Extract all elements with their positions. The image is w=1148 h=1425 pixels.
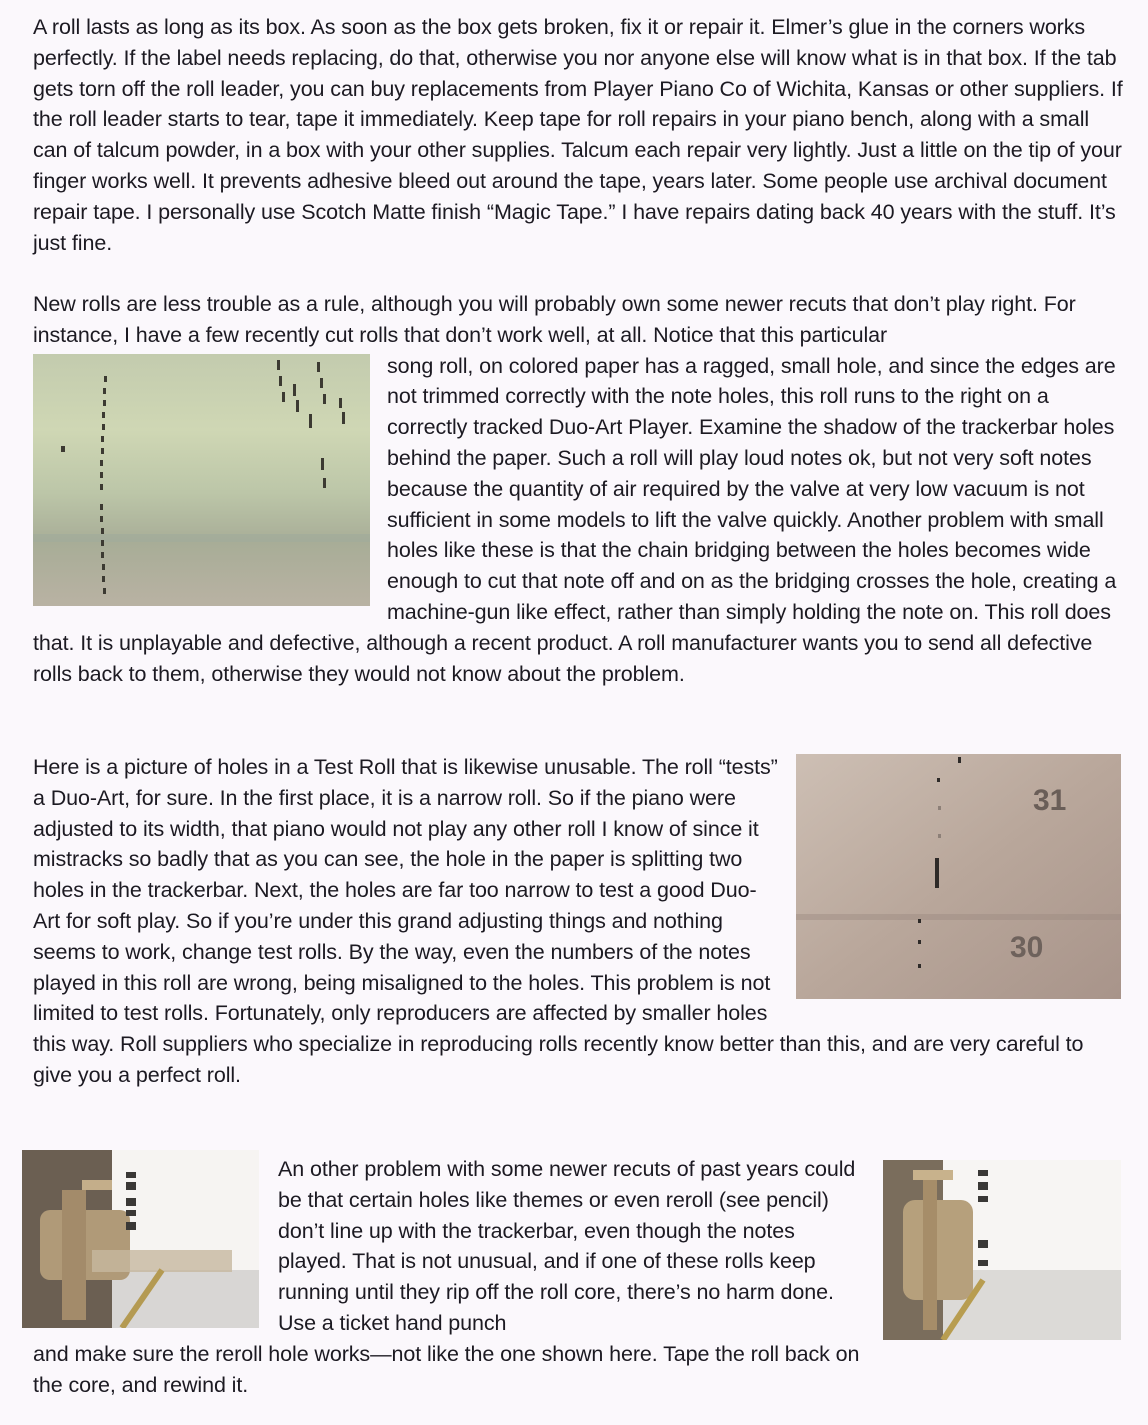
- note-number-31: 31: [1033, 784, 1067, 817]
- trackerbar-photo-right: [883, 1160, 1121, 1340]
- paragraph-text: An other problem with some newer recuts of past years could be that certain holes like themes or even reroll (see pencil) don’t line up with the trackerbar, even though the notes played. That is not unusual, and if one of these rolls keep running until they rip off the roll core, there’s no harm done. Use a ticket hand punch: [278, 1157, 856, 1335]
- paragraph-recut-holes-end: [33, 1339, 863, 1401]
- paragraph-text: and make sure the reroll hole works—not like the one shown here. Tape the roll back on the core, and rewind it.: [33, 1342, 860, 1397]
- trackerbar-photo-left: [22, 1150, 259, 1328]
- test-roll-photo: [796, 754, 1121, 999]
- paragraph-roll-box-care: [33, 12, 1125, 258]
- paragraph-new-rolls: [33, 289, 1125, 689]
- paragraph-recut-holes: [278, 1154, 868, 1339]
- paragraph-text: Here is a picture of holes in a Test Roll that is likewise unusable. The roll “tests” a Duo-Art, for sure. In the first place, it is a narrow roll. So if the piano were adjusted to its width, that piano would not play any other roll I know of since it mistracks so badly that as you can see, the hole in the paper is splitting two holes in the trackerbar. Next, the holes are far too narrow to test a good Duo-Art for soft play. So if you’re under this grand adjusting things and nothing seems to work, change test rolls. By the way, even the numbers of the notes played in this roll are wrong, being misaligned to the holes. This problem is not limited to test rolls. Fortunately, only reproducers are affected by smaller holes this way. Roll suppliers who specialize in reproducing rolls recently know better than this, and are very careful to give you a perfect roll.: [33, 755, 1084, 1087]
- paragraph-text: New rolls are less trouble as a rule, although you will probably own some newer recuts that don’t play right. For instance, I have a few recently cut rolls that don’t work well, at all. Notice that this particular: [33, 292, 1076, 347]
- song-roll-photo: [33, 354, 370, 606]
- paragraph-text: A roll lasts as long as its box. As soon as the box gets broken, fix it or repair it. Elmer’s glue in the corners works perfectly. If the label needs replacing, do that, otherwise you nor anyone else will know what is in that box. If the tab gets torn off the roll leader, you can buy replacements from Player Piano Co of Wichita, Kansas or other suppliers. If the roll leader starts to tear, tape it immediately. Keep tape for roll repairs in your piano bench, along with a small can of talcum powder, in a box with your other supplies. Talcum each repair very lightly. Just a little on the tip of your finger works well. It prevents adhesive bleed out around the tape, years later. Some people use archival document repair tape. I personally use Scotch Matte finish “Magic Tape.” I have repairs dating back 40 years with the stuff. It’s just fine.: [33, 15, 1123, 255]
- paragraph-text: song roll, on colored paper has a ragged, small hole, and since the edges are not trimmed correctly with the note holes, this roll runs to the right on a correctly tracked Duo-Art Player. Examine the shadow of the trackerbar holes behind the paper. Such a roll will play loud notes ok, but not very soft notes because the quantity of air required by the valve at very low vacuum is not sufficient in some models to lift the valve quickly. Another problem with small holes like these is that the chain bridging between the holes becomes wide enough to cut that note off and on as the bridging crosses the hole, creating a machine-gun like effect, rather than simply holding the note on. This roll does that. It is unplayable and defective, although a recent product. A roll manufacturer wants you to send all defective rolls back to them, otherwise they would not know about the problem.: [33, 353, 1117, 686]
- paragraph-test-roll: [33, 752, 1125, 1091]
- note-number-30: 30: [1010, 931, 1044, 964]
